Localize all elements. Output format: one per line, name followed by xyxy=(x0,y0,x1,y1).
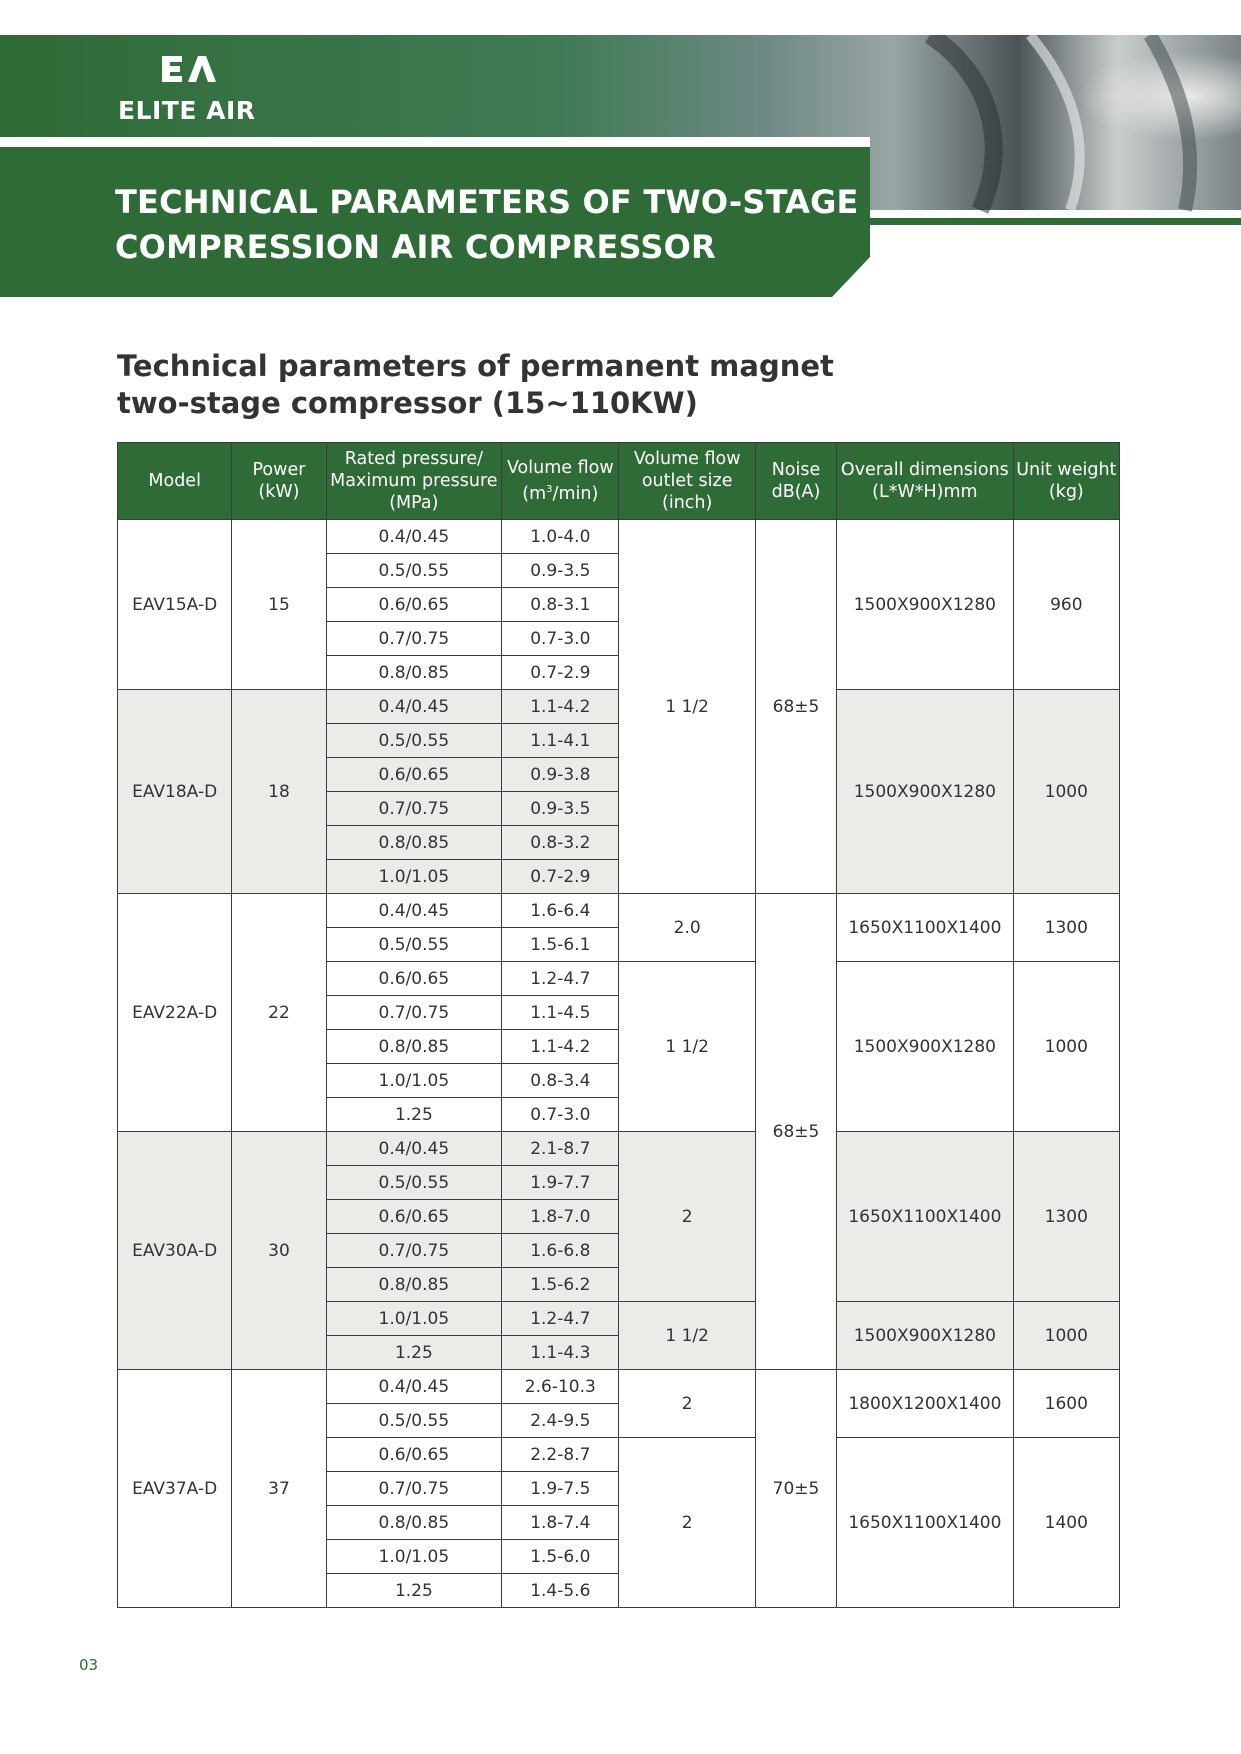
flow-cell: 1.9-7.5 xyxy=(502,1472,619,1506)
noise-cell: 68±5 xyxy=(755,894,836,1370)
model-cell: EAV37A-D xyxy=(118,1370,232,1608)
flow-cell: 1.1-4.1 xyxy=(502,724,619,758)
power-cell: 37 xyxy=(232,1370,326,1608)
header-dimensions: Overall dimensions (L*W*H)mm xyxy=(837,443,1014,520)
pressure-cell: 0.4/0.45 xyxy=(326,520,502,554)
flow-cell: 1.6-6.8 xyxy=(502,1234,619,1268)
power-cell: 15 xyxy=(232,520,326,690)
flow-cell: 1.1-4.2 xyxy=(502,1030,619,1064)
pressure-cell: 0.5/0.55 xyxy=(326,554,502,588)
weight-cell: 1000 xyxy=(1013,690,1119,894)
pressure-cell: 0.6/0.65 xyxy=(326,1438,502,1472)
pressure-cell: 0.5/0.55 xyxy=(326,928,502,962)
pressure-cell: 0.4/0.45 xyxy=(326,1132,502,1166)
pressure-cell: 1.0/1.05 xyxy=(326,860,502,894)
flow-cell: 0.9-3.5 xyxy=(502,554,619,588)
header-pressure: Rated pressure/ Maximum pressure (MPa) xyxy=(326,443,502,520)
flow-cell: 1.1-4.5 xyxy=(502,996,619,1030)
pressure-cell: 0.6/0.65 xyxy=(326,588,502,622)
flow-cell: 1.6-6.4 xyxy=(502,894,619,928)
pressure-cell: 0.8/0.85 xyxy=(326,1268,502,1302)
banner-title-line-1: TECHNICAL PARAMETERS OF TWO-STAGE xyxy=(115,183,859,221)
flow-cell: 1.8-7.0 xyxy=(502,1200,619,1234)
flow-cell: 0.8-3.4 xyxy=(502,1064,619,1098)
flow-cell: 0.8-3.2 xyxy=(502,826,619,860)
flow-cell: 1.5-6.0 xyxy=(502,1540,619,1574)
pressure-cell: 0.4/0.45 xyxy=(326,690,502,724)
outlet-cell: 2.0 xyxy=(619,894,755,962)
flow-cell: 1.2-4.7 xyxy=(502,962,619,996)
section-title-line-2: two-stage compressor (15~110KW) xyxy=(117,386,698,420)
outlet-cell: 1 1/2 xyxy=(619,520,755,894)
model-cell: EAV30A-D xyxy=(118,1132,232,1370)
header-outlet-size: Volume flow outlet size (inch) xyxy=(619,443,755,520)
flow-cell: 1.0-4.0 xyxy=(502,520,619,554)
flow-cell: 1.8-7.4 xyxy=(502,1506,619,1540)
flow-cell: 0.8-3.1 xyxy=(502,588,619,622)
brand-name: ELITE AIR xyxy=(118,96,256,125)
pressure-cell: 1.0/1.05 xyxy=(326,1302,502,1336)
outlet-cell: 2 xyxy=(619,1132,755,1302)
pressure-cell: 0.5/0.55 xyxy=(326,1166,502,1200)
pressure-cell: 0.4/0.45 xyxy=(326,894,502,928)
header-model: Model xyxy=(118,443,232,520)
pressure-cell: 1.0/1.05 xyxy=(326,1064,502,1098)
flow-cell: 1.9-7.7 xyxy=(502,1166,619,1200)
dimensions-cell: 1500X900X1280 xyxy=(837,690,1014,894)
flow-cell: 1.5-6.1 xyxy=(502,928,619,962)
pressure-cell: 0.5/0.55 xyxy=(326,724,502,758)
header-weight: Unit weight (kg) xyxy=(1013,443,1119,520)
pressure-cell: 0.8/0.85 xyxy=(326,826,502,860)
flow-cell: 1.1-4.2 xyxy=(502,690,619,724)
flow-cell: 0.7-3.0 xyxy=(502,622,619,656)
flow-cell: 0.9-3.8 xyxy=(502,758,619,792)
weight-cell: 1300 xyxy=(1013,894,1119,962)
outlet-cell: 1 1/2 xyxy=(619,1302,755,1370)
table-header-row xyxy=(118,443,1120,520)
banner-stripe xyxy=(0,137,870,147)
flow-cell: 2.6-10.3 xyxy=(502,1370,619,1404)
power-cell: 22 xyxy=(232,894,326,1132)
pressure-cell: 1.25 xyxy=(326,1098,502,1132)
pressure-cell: 0.8/0.85 xyxy=(326,656,502,690)
model-cell: EAV22A-D xyxy=(118,894,232,1132)
flow-cell: 2.2-8.7 xyxy=(502,1438,619,1472)
noise-cell: 70±5 xyxy=(755,1370,836,1608)
weight-cell: 1600 xyxy=(1013,1370,1119,1438)
outlet-cell: 2 xyxy=(619,1438,755,1608)
banner-title xyxy=(115,180,875,270)
pressure-cell: 0.5/0.55 xyxy=(326,1404,502,1438)
model-cell: EAV15A-D xyxy=(118,520,232,690)
dimensions-cell: 1650X1100X1400 xyxy=(837,1438,1014,1608)
table-row xyxy=(118,520,1120,554)
flow-cell: 0.9-3.5 xyxy=(502,792,619,826)
table-row xyxy=(118,1370,1120,1404)
dimensions-cell: 1500X900X1280 xyxy=(837,962,1014,1132)
section-title xyxy=(117,348,1017,422)
pressure-cell: 1.0/1.05 xyxy=(326,1540,502,1574)
weight-cell: 1400 xyxy=(1013,1438,1119,1608)
weight-cell: 1000 xyxy=(1013,1302,1119,1370)
pressure-cell: 0.7/0.75 xyxy=(326,1234,502,1268)
pressure-cell: 1.25 xyxy=(326,1336,502,1370)
page-number: 03 xyxy=(79,1656,99,1674)
outlet-cell: 2 xyxy=(619,1370,755,1438)
flow-cell: 1.5-6.2 xyxy=(502,1268,619,1302)
flow-cell: 0.7-2.9 xyxy=(502,656,619,690)
dimensions-cell: 1650X1100X1400 xyxy=(837,1132,1014,1302)
noise-cell: 68±5 xyxy=(755,520,836,894)
pressure-cell: 0.8/0.85 xyxy=(326,1506,502,1540)
flow-cell: 1.2-4.7 xyxy=(502,1302,619,1336)
table-row xyxy=(118,1132,1120,1166)
banner-title-line-2: COMPRESSION AIR COMPRESSOR xyxy=(115,228,716,266)
outlet-cell: 1 1/2 xyxy=(619,962,755,1132)
specs-table xyxy=(117,442,1120,1608)
ea-logo-mark-icon xyxy=(160,52,220,86)
pressure-cell: 0.7/0.75 xyxy=(326,1472,502,1506)
flow-cell: 1.4-5.6 xyxy=(502,1574,619,1608)
pressure-cell: 0.6/0.65 xyxy=(326,758,502,792)
power-cell: 18 xyxy=(232,690,326,894)
pressure-cell: 0.8/0.85 xyxy=(326,1030,502,1064)
table-row xyxy=(118,894,1120,928)
pressure-cell: 0.7/0.75 xyxy=(326,792,502,826)
weight-cell: 1000 xyxy=(1013,962,1119,1132)
pressure-cell: 0.6/0.65 xyxy=(326,962,502,996)
dimensions-cell: 1800X1200X1400 xyxy=(837,1370,1014,1438)
weight-cell: 1300 xyxy=(1013,1132,1119,1302)
flow-cell: 0.7-2.9 xyxy=(502,860,619,894)
section-title-line-1: Technical parameters of permanent magnet xyxy=(117,349,834,383)
model-cell: EAV18A-D xyxy=(118,690,232,894)
flow-cell: 0.7-3.0 xyxy=(502,1098,619,1132)
pressure-cell: 0.6/0.65 xyxy=(326,1200,502,1234)
dimensions-cell: 1500X900X1280 xyxy=(837,520,1014,690)
weight-cell: 960 xyxy=(1013,520,1119,690)
flow-cell: 1.1-4.3 xyxy=(502,1336,619,1370)
pressure-cell: 0.7/0.75 xyxy=(326,996,502,1030)
dimensions-cell: 1500X900X1280 xyxy=(837,1302,1014,1370)
flow-cell: 2.4-9.5 xyxy=(502,1404,619,1438)
table-row xyxy=(118,690,1120,724)
pressure-cell: 1.25 xyxy=(326,1574,502,1608)
flow-cell: 2.1-8.7 xyxy=(502,1132,619,1166)
header-power: Power (kW) xyxy=(232,443,326,520)
pressure-cell: 0.4/0.45 xyxy=(326,1370,502,1404)
power-cell: 30 xyxy=(232,1132,326,1370)
header-volume-flow: Volume flow $(m^3/\min)$ xyxy=(502,443,619,520)
header-noise: Noise dB(A) xyxy=(755,443,836,520)
pressure-cell: 0.7/0.75 xyxy=(326,622,502,656)
dimensions-cell: 1650X1100X1400 xyxy=(837,894,1014,962)
